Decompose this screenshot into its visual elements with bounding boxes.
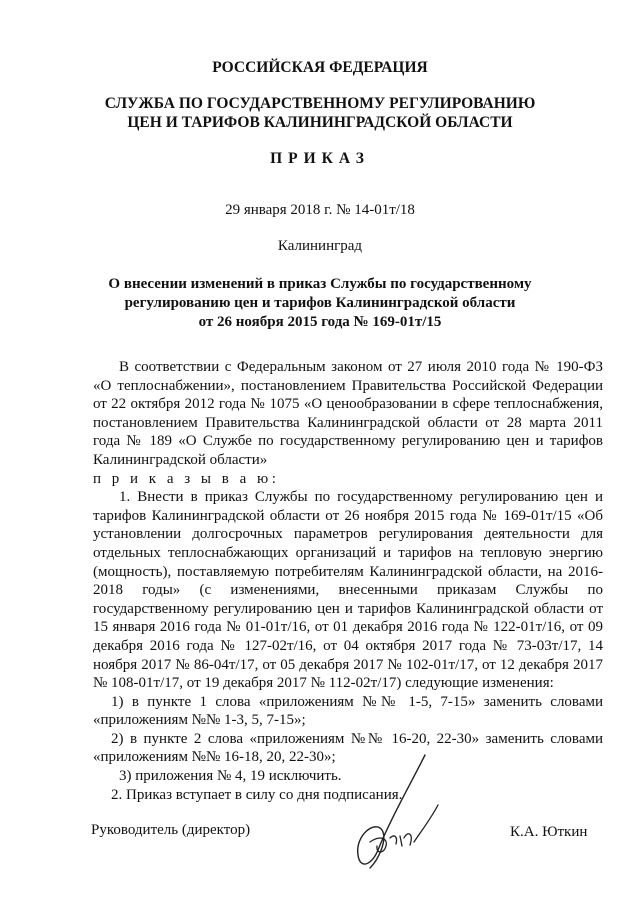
preamble-paragraph: В соответствии с Федеральным законом от 27 июля 2010 года № 190-ФЗ «О теплоснабжении», постановлением Правительства Российской Федерации от 22 октября 2012 года № 1075 «О ценообразовании в сфере теплоснабжения, постановлением Правительства Калининградской области от 28 марта 2011 года № 189 «О Службе по государственному регулированию цен и тарифов Калининградской области» xyxy=(93,359,603,468)
signatory-name: К.А. Юткин xyxy=(510,824,588,840)
agency-heading-line1: СЛУЖБА ПО ГОСУДАРСТВЕННОМУ РЕГУЛИРОВАНИЮ xyxy=(104,95,536,112)
subitem-1: 1) в пункте 1 слова «приложениям №№ 1-5, 7-15» заменить словами «приложениям №№ 1-3, 5, 7-15»; xyxy=(93,693,603,729)
subitem-2: 2) в пункте 2 слова «приложениям №№ 16-20, 22-30» заменить словами «приложениям №№ 16-18, 20, 22-30»; xyxy=(93,730,603,766)
item-2-paragraph: 2. Приказ вступает в силу со дня подписания. xyxy=(111,786,403,803)
city: Калининград xyxy=(277,238,363,254)
country-heading: РОССИЙСКАЯ ФЕДЕРАЦИЯ xyxy=(212,59,428,76)
date-and-number: 29 января 2018 г. № 14-01т/18 xyxy=(225,202,415,218)
document-body xyxy=(93,358,603,804)
signatory-position: Руководитель (директор) xyxy=(91,822,251,838)
document-type: ПРИКАЗ xyxy=(270,150,370,167)
agency-heading-line2: ЦЕН И ТАРИФОВ КАЛИНИНГРАДСКОЙ ОБЛАСТИ xyxy=(127,114,513,131)
subject-line3: от 26 ноября 2015 года № 169-01т/15 xyxy=(198,314,442,330)
order-word: п р и к а з ы в а ю: xyxy=(93,470,280,487)
handwritten-signature xyxy=(330,750,450,875)
subject-line2: регулированию цен и тарифов Калининградской области xyxy=(124,295,516,311)
item-1-paragraph: 1. Внести в приказ Службы по государственному регулированию цен и тарифов Калининградской области от 26 ноября 2015 года № 169-01т/15 «Об установлении долгосрочных параметров регулирования деятельности для отдельных теплоснабжающих организаций и тарифов на тепловую энергию (мощность), поставляемую потребителям Калининградской области, на 2016-2018 годы» (с изменениями, внесенными приказам Службы по государственному регулированию цен и тарифов Калининградской области от 15 января 2016 года № 01-01т/16, от 01 декабря 2016 года № 122-01т/16, от 09 декабря 2016 года № 127-02т/16, от 04 октября 2017 года № 73-03т/17, 14 ноября 2017 № 86-04т/17, от 05 декабря 2017 № 102-01т/17, от 12 декабря 2017 № 108-01т/17, от 19 декабря 2017 № 112-02т/17) следующие изменения: xyxy=(93,489,603,692)
subject-line1: О внесении изменений в приказ Службы по государственному xyxy=(108,276,532,292)
subitem-3: 3) приложения № 4, 19 исключить. xyxy=(119,768,342,785)
